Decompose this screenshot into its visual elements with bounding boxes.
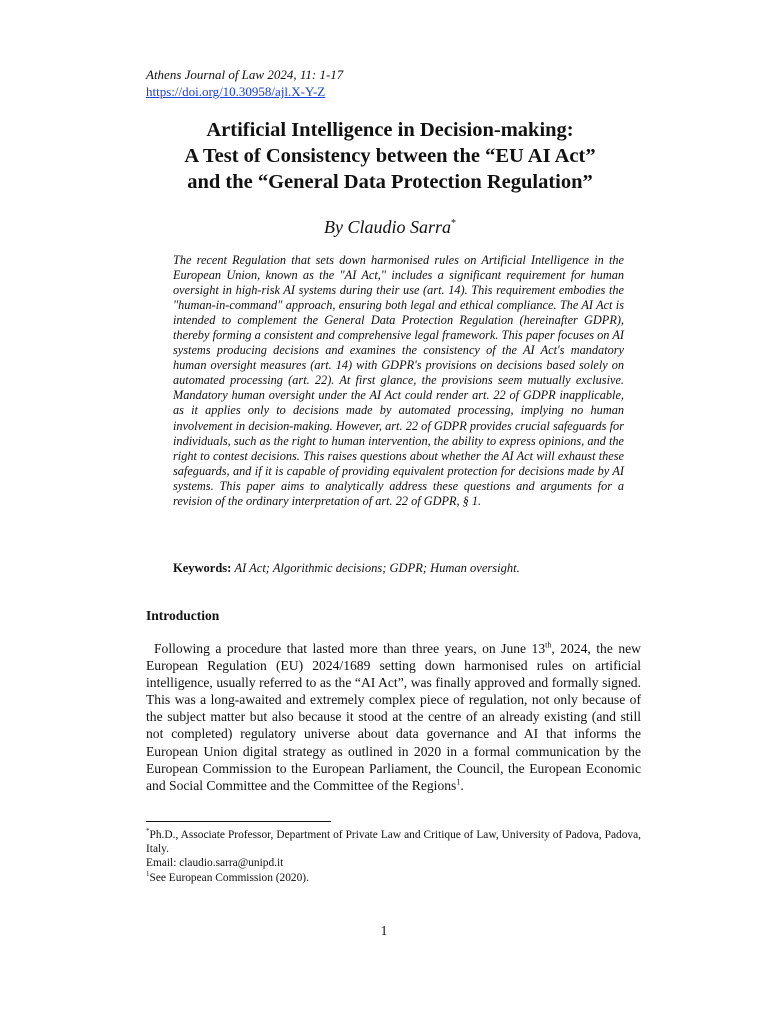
- section-heading-introduction: Introduction: [146, 608, 220, 623]
- journal-header: [146, 66, 343, 100]
- journal-citation: Athens Journal of Law 2024, 11: 1-17: [146, 67, 344, 82]
- footnote-1: [146, 871, 641, 885]
- intro-text: , 2024, the new European Regulation (EU) 2024/1689 setting down harmonised rules on artificial intelligence, usually referred to as the “AI Act”, was finally approved and formally signed. This was a long-awaited and extremely complex piece of regulation, not only because of the subject matter but also because it stood at the centre of an already existing (and still not completed) regulatory universe about data governance and AI that informs the European Union digital strategy as outlined in 2020 in a formal communication by the European Commission to the European Parliament, the Council, the European Economic and Social Committee and the Committee of the Regions: [146, 641, 642, 793]
- footnote-reference[interactable]: 1: [456, 777, 461, 787]
- doi-link[interactable]: https://doi.org/10.30958/ajl.X-Y-Z: [146, 84, 326, 99]
- keywords-values: AI Act; Algorithmic decisions; GDPR; Human oversight.: [234, 561, 520, 575]
- intro-text: Following a procedure that lasted more than three years, on June 13: [154, 641, 546, 656]
- footnote-author: [146, 828, 641, 856]
- footnote-divider: [146, 821, 331, 822]
- paper-title: [100, 117, 680, 195]
- footnote-email: Email: claudio.sarra@unipd.it: [146, 857, 284, 870]
- footnote-author-text: Ph.D., Associate Professor, Department of Private Law and Critique of Law, University of Padova, Padova, Italy.: [146, 829, 641, 856]
- keywords: [173, 561, 624, 576]
- ordinal-suffix: th: [545, 640, 552, 650]
- footnote-marker: *: [146, 827, 150, 836]
- abstract: The recent Regulation that sets down harmonised rules on Artificial Intelligence in the European Union, known as the "AI Act," includes a significant requirement for human oversight in high-risk AI systems during their use (art. 14). This requirement embodies the "human-in-command" approach, ensuring both legal and ethical compliance. The AI Act is intended to complement the General Data Protection Regulation (hereinafter GDPR), thereby forming a consistent and comprehensive legal framework. This paper focuses on AI systems producing decisions and examines the consistency of the AI Act's mandatory human oversight measures (art. 14) with GDPR's provisions on decisions based solely on automated processing (art. 22). At first glance, the provisions seem mutually exclusive. Mandatory human oversight under the AI Act could render art. 22 of GDPR inapplicable, as it applies only to decisions made by automated processing, implying no human involvement in decision-making. However, art. 22 of GDPR provides crucial safeguards for individuals, such as the right to human intervention, the ability to express opinions, and the right to contest decisions. This raises questions about whether the AI Act will exhaust these safeguards, and if it is capable of providing equivalent protection for decisions made by AI systems. This paper aims to analytically address these questions and arguments for a revision of the ordinary interpretation of art. 22 of GDPR, § 1.: [173, 253, 624, 508]
- footnotes: [146, 828, 641, 885]
- introduction-paragraph: [146, 640, 641, 794]
- footnote-marker: 1: [146, 869, 150, 878]
- title-line: and the “General Data Protection Regulation”: [187, 171, 593, 193]
- intro-text: .: [460, 777, 464, 793]
- author-byline: [100, 216, 680, 238]
- title-line: A Test of Consistency between the “EU AI Act”: [184, 145, 596, 167]
- page-number: 1: [380, 923, 388, 938]
- footnote-1-text: See European Commission (2020).: [149, 871, 309, 884]
- author-footnote-marker: *: [451, 218, 456, 229]
- keywords-label: Keywords:: [173, 561, 232, 575]
- author-name: By Claudio Sarra: [323, 217, 451, 237]
- title-line: Artificial Intelligence in Decision-making:: [206, 119, 574, 141]
